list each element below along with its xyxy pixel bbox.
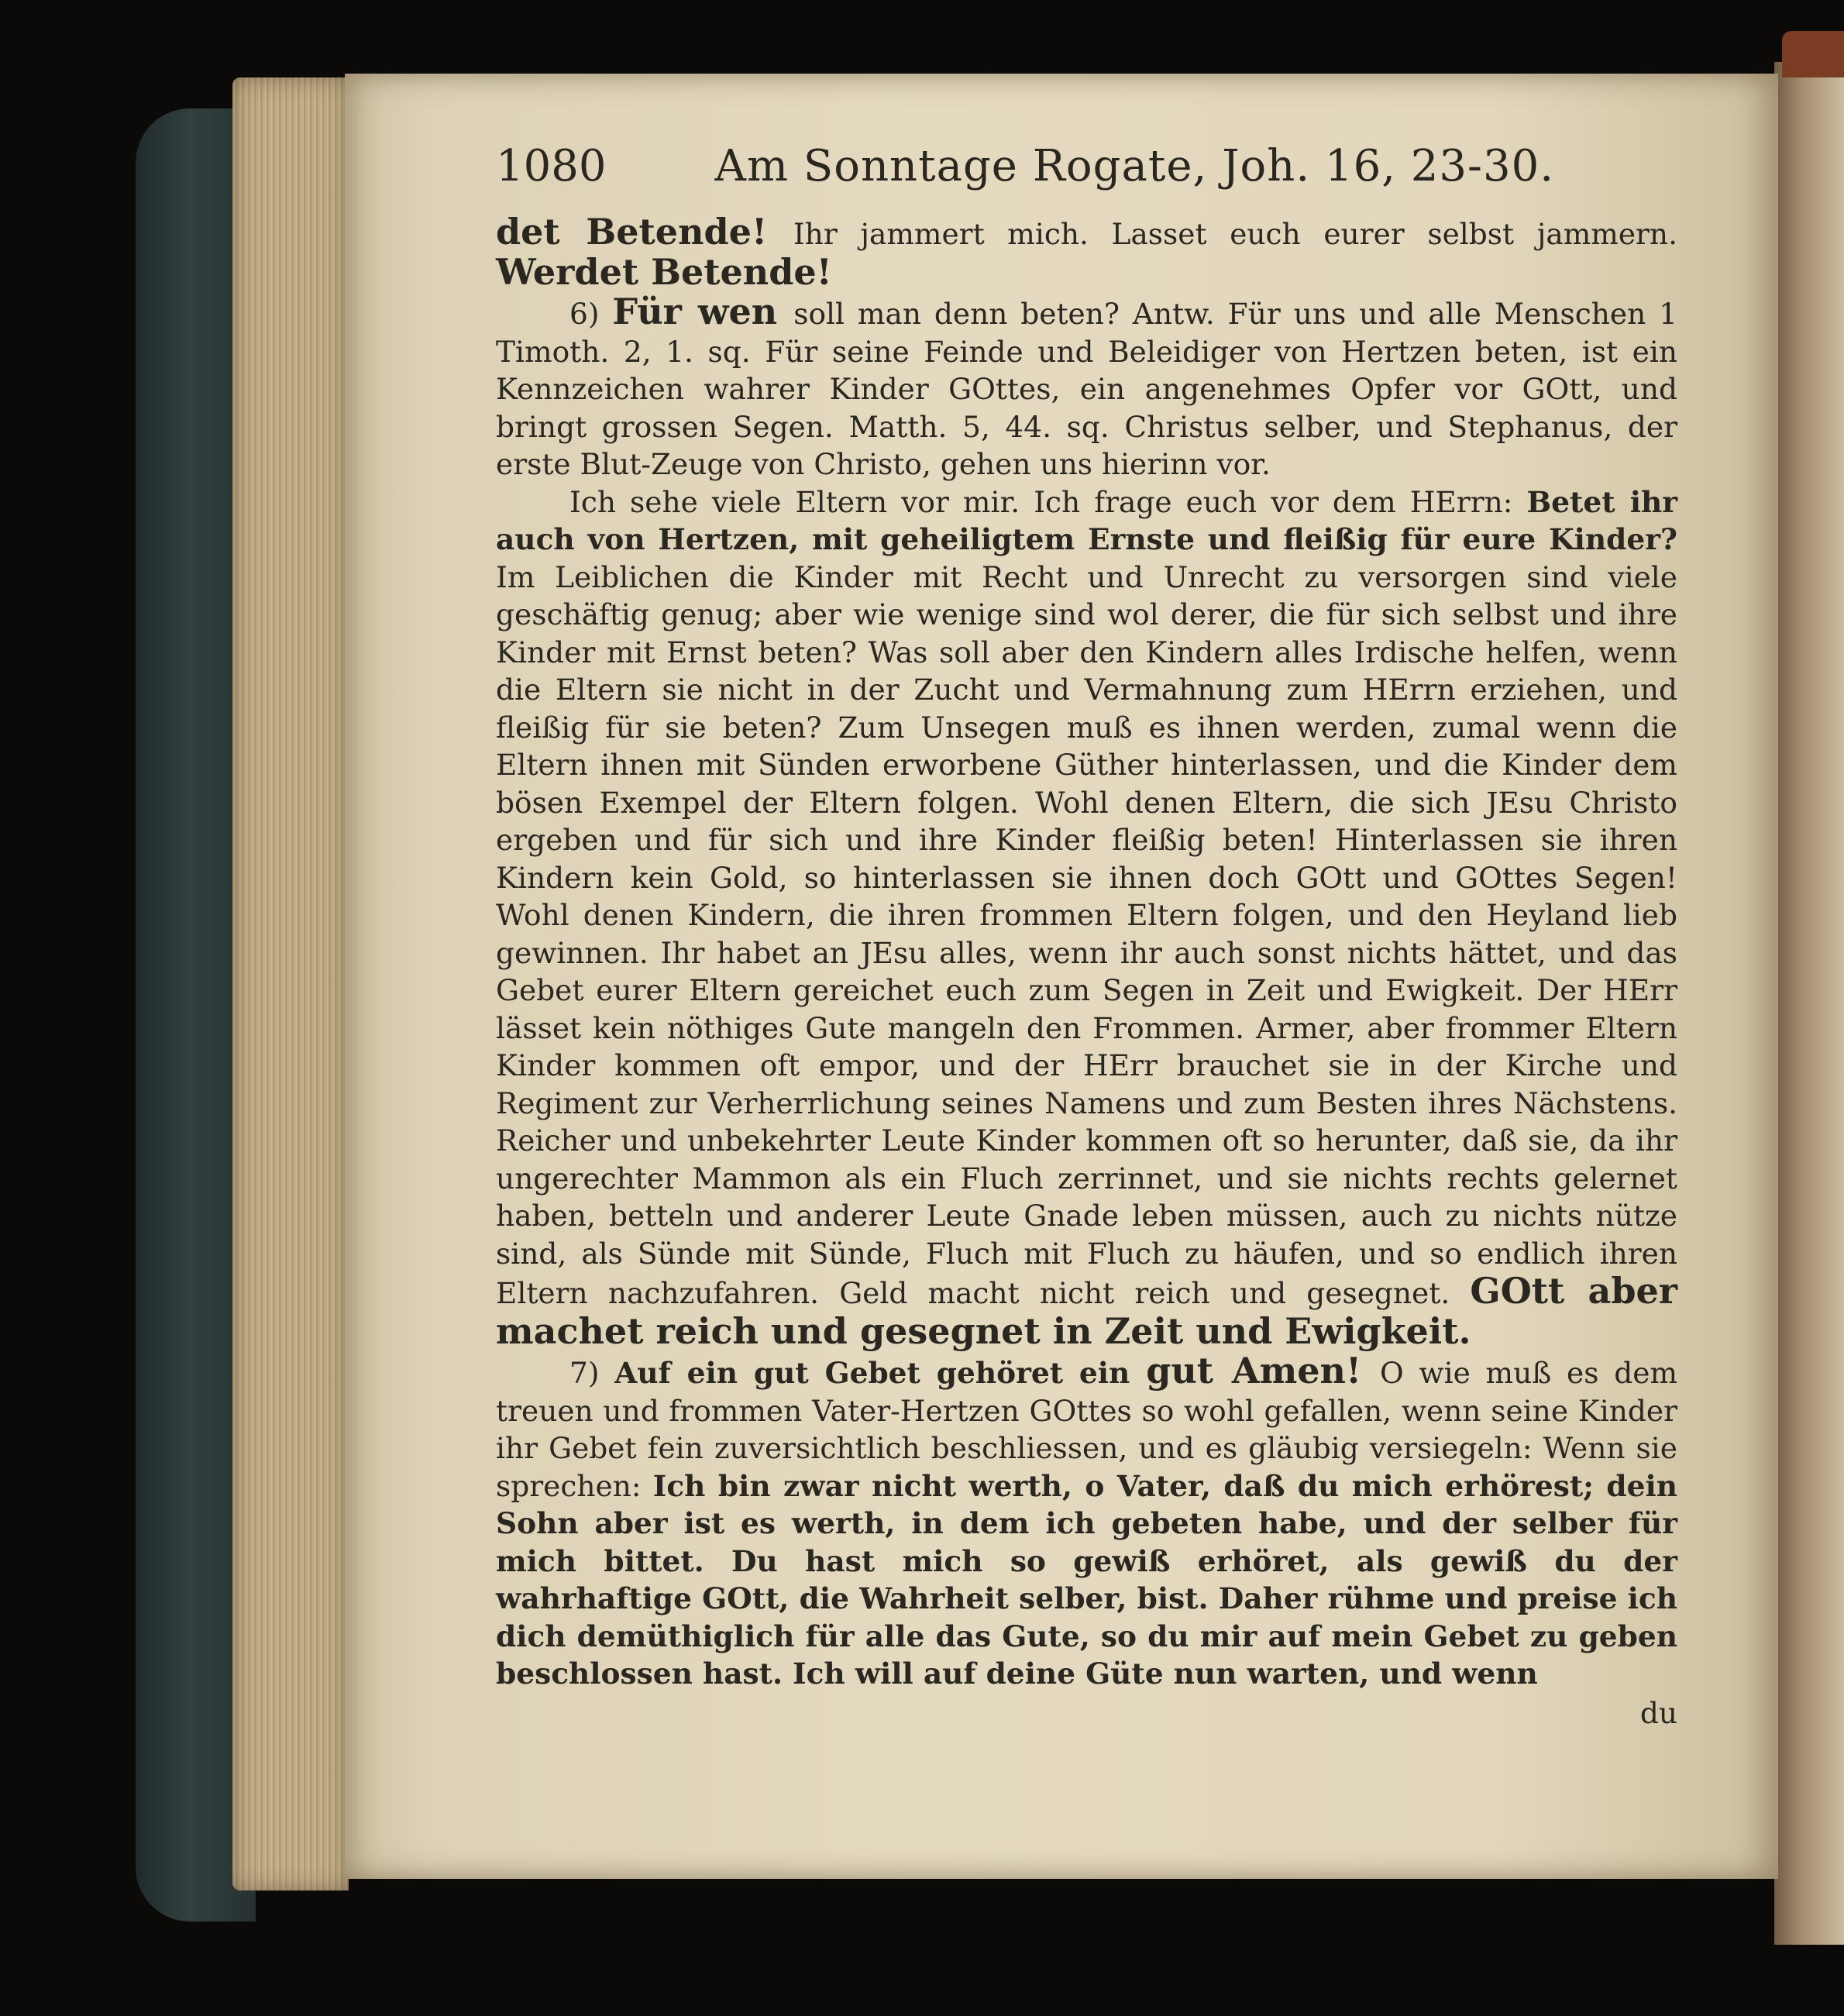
paragraph-1 xyxy=(496,213,1677,293)
text-run: 6) xyxy=(569,297,613,331)
text-run: Ich bin zwar nicht werth, o Vater, daß du mich erhörest; dein Sohn aber ist es werth, in dem ich gebeten habe, und der selber für mich bittet. Du hast mich so gewiß erhöret, als gewiß du der wahrhaftige GOtt, die Wahrheit selber, bist. Daher rühme und preise ich dich demüthiglich für alle das Gute, so du mir auf mein Gebet zu geben beschlossen hast. Ich will auf deine Güte nun warten, und wenn xyxy=(496,1468,1678,1691)
text-run: Auf ein gut Gebet gehöret ein xyxy=(614,1356,1147,1390)
book-cover-right xyxy=(1782,31,1844,77)
text-run: Betet ihr auch von Hertzen, mit geheiligtem Ernste und fleißig für eure Kinder? xyxy=(496,484,1677,556)
book-page xyxy=(345,74,1778,1879)
text-run: soll man denn beten? Antw. Für uns und alle Menschen 1 Timoth. 2, 1. sq. Für seine Feinde und Beleidiger von Hertzen beten, ist ein Kennzeichen wahrer Kinder GOttes, ein angenehmes Opfer vor GOtt, und bringt grossen Segen. Matth. 5, 44. sq. Christus selber, und Stephanus, der erste Blut-Zeuge von Christo, gehen uns hierinn vor. xyxy=(496,297,1677,481)
text-run: Ich sehe viele Eltern vor mir. Ich frage euch vor dem HErrn: xyxy=(569,484,1527,519)
running-title: Am Sonntage Rogate, Joh. 16, 23-30. xyxy=(714,141,1555,191)
text-run: Im Leiblichen die Kinder mit Recht und Unrecht zu versorgen sind viele geschäftig genug; aber wie wenige sind wol derer, die für sich selbst und ihre Kinder mit Ernst beten? Was soll aber den Kindern alles Irdische helfen, wenn die Eltern sie nicht in der Zucht und Vermahnung zum HErrn erziehen, und fleißig für sie beten? Zum Unsegen muß es ihnen werden, zumal wenn die Eltern ihnen mit Sünden erworbene Güther hinterlassen, und die Kinder dem bösen Exempel der Eltern folgen. Wohl denen Eltern, die sich JEsu Christo ergeben und für sich und ihre Kinder fleißig beten! Hinterlassen sie ihren Kindern kein Gold, so hinterlassen sie ihnen doch GOtt und GOttes Segen! Wohl denen Kindern, die ihren frommen Eltern folgen, und den Heyland lieb gewinnen. Ihr habet an JEsu alles, wenn ihr auch sonst nichts hättet, und das Gebet eurer Eltern gereichet euch zum Segen in Zeit und Ewigkeit. Der HErr lässet kein nöthiges Gute mangeln den Frommen. Armer, aber frommer Eltern Kinder kommen oft empor, und der HErr brauchet sie in der Kirche und Regiment zur Verherrlichung seines Namens und zum Besten ihres Nächstens. Reicher und unbekehrter Leute Kinder kommen oft so herunter, daß sie, da ihr ungerechter Mammon als ein Fluch zerrinnet, und sie nichts rechts gelernet haben, betteln und anderer Leute Gnade leben müssen, auch zu nichts nütze sind, als Sünde mit Sünde, Fluch mit Fluch zu häufen, und so endlich ihren Eltern nachzufahren. Geld macht nicht reich und gesegnet. xyxy=(496,559,1677,1310)
text-run: det Betende! xyxy=(496,211,793,253)
text-run: Werdet Betende! xyxy=(496,250,832,293)
text-run: O wie muß es dem treuen und frommen Vater-Hertzen GOttes so wohl gefallen, wenn seine Kinder ihr Gebet fein zuversichtlich beschliessen, und es gläubig versiegeln: Wenn sie sprechen: xyxy=(496,1356,1677,1503)
text-run: Für wen xyxy=(612,291,794,332)
facing-page-edge xyxy=(1774,62,1844,1945)
text-run: 7) xyxy=(569,1356,615,1390)
text-run: Ihr jammert mich. Lasset euch eurer selbst jammern. xyxy=(793,217,1678,251)
running-head xyxy=(496,136,1677,198)
page-edges xyxy=(232,77,349,1890)
paragraph-4 xyxy=(496,1352,1677,1693)
text-run: GOtt aber machet reich und gesegnet in Zeit und Ewigkeit. xyxy=(496,1270,1678,1352)
page-content xyxy=(496,136,1677,1732)
paragraph-3 xyxy=(496,483,1677,1353)
text-run: gut Amen! xyxy=(1146,1350,1381,1392)
page-number: 1080 xyxy=(496,141,607,191)
paragraph-2 xyxy=(496,293,1677,483)
body-text xyxy=(496,213,1677,1693)
catchword: du xyxy=(1639,1695,1677,1730)
